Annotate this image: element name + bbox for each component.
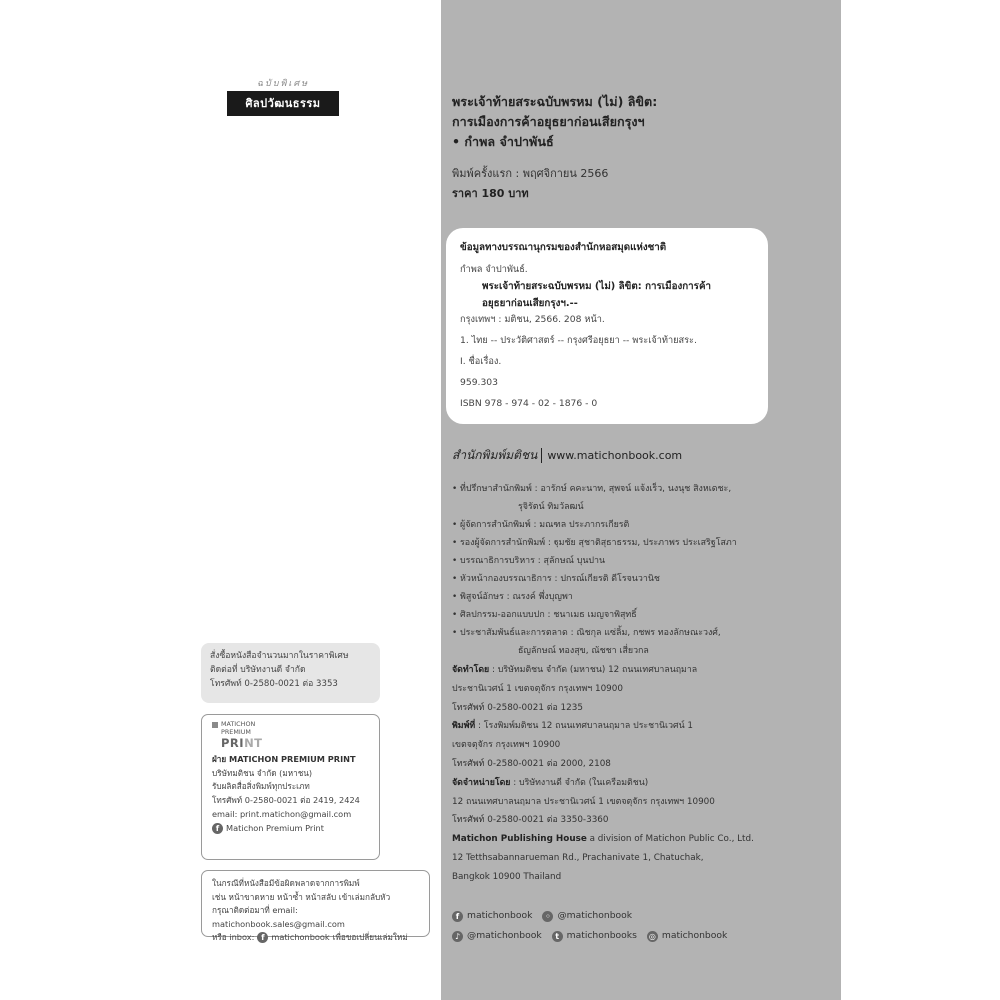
cip-title-2: อยุธยาก่อนเสียกรุงฯ.-- bbox=[482, 298, 578, 309]
list-item: • ผู้จัดการสำนักพิมพ์ : มณฑล ประภากรเกียรติ bbox=[452, 520, 630, 530]
facebook-handle[interactable]: matichonbook bbox=[467, 910, 533, 921]
logo-arc-text: ฉบับพิเศษ bbox=[256, 79, 310, 89]
producer-info bbox=[452, 661, 832, 887]
cip-heading: ข้อมูลทางบรรณานุกรมของสำนักหอสมุดแห่งชาติ bbox=[460, 242, 667, 253]
publishing-house-address: 12 Tetthsabannarueman Rd., Prachanivate 1, Chatuchak, bbox=[452, 852, 704, 863]
publisher-line bbox=[452, 446, 682, 465]
cip-title-entry: I. ชื่อเรื่อง. bbox=[460, 356, 502, 367]
square-icon bbox=[212, 722, 218, 728]
staff-list bbox=[452, 480, 832, 660]
list-item: • ศิลปกรรม-ออกแบบปก : ชนาเมธ เมญจาพิสุทธิ์ bbox=[452, 610, 637, 620]
distributed-by-phone: โทรศัพท์ 0-2580-0021 ต่อ 3350-3360 bbox=[452, 815, 609, 826]
book-title bbox=[452, 92, 822, 152]
edition-text: พิมพ์ครั้งแรก : พฤศจิกายน 2566 bbox=[452, 167, 609, 180]
errata-line-4: หรือ inbox: f matichonbook เพื่อขอเปลี่ยนเล่มใหม่ bbox=[212, 932, 408, 943]
made-by-address: ประชานิเวศน์ 1 เขตจตุจักร กรุงเทพฯ 10900 bbox=[452, 683, 623, 694]
distributed-by-address: 12 ถนนเทศบาลนฤมาล ประชานิเวศน์ 1 เขตจตุจักร กรุงเทพฯ 10900 bbox=[452, 796, 715, 807]
errata-line-3: กรุณาติดต่อมาที่ email: matichonbook.sales@gmail.com bbox=[212, 905, 345, 929]
title-line-2: การเมืองการค้าอยุธยาก่อนเสียกรุงฯ bbox=[452, 114, 645, 129]
bulk-line-1: สั่งซื้อหนังสือจำนวนมากในราคาพิเศษ bbox=[210, 651, 349, 661]
bulk-order-box bbox=[201, 643, 380, 703]
social-links bbox=[452, 906, 733, 946]
author-line: • กำพล จำปาพันธ์ bbox=[452, 134, 554, 149]
bulk-line-2: ติดต่อที่ บริษัทงานดี จำกัด bbox=[210, 665, 306, 675]
cip-subject: 1. ไทย -- ประวัติศาสตร์ -- กรุงศรีอยุธยา -- พระเจ้าท้ายสระ. bbox=[460, 335, 697, 346]
printed-at-address: เขตจตุจักร กรุงเทพฯ 10900 bbox=[452, 740, 561, 751]
list-item: • หัวหน้ากองบรรณาธิการ : ปกรณ์เกียรติ ดีโรจนวานิช bbox=[452, 574, 660, 584]
magazine-logo bbox=[227, 76, 339, 116]
premium-phone: โทรศัพท์ 0-2580-0021 ต่อ 2419, 2424 bbox=[212, 795, 360, 806]
errata-line-2: เช่น หน้าขาดหาย หน้าซ้ำ หน้าสลับ เข้าเล่มกลับหัว bbox=[212, 891, 391, 902]
line-icon: ◦ bbox=[542, 911, 553, 922]
premium-print-logo: MATICHON PREMIUM PRINT bbox=[212, 720, 369, 750]
printed-at-phone: โทรศัพท์ 0-2580-0021 ต่อ 2000, 2108 bbox=[452, 758, 611, 769]
list-item: • บรรณาธิการบริหาร : สุลักษณ์ บุนปาน bbox=[452, 556, 606, 566]
cip-isbn: ISBN 978 - 974 - 02 - 1876 - 0 bbox=[460, 398, 598, 409]
line-handle[interactable]: @matichonbook bbox=[557, 910, 633, 921]
facebook-icon: f bbox=[257, 932, 268, 943]
list-item-continuation: ธัญลักษณ์ ทองสุข, ณัชชา เสี่ยวกล bbox=[518, 646, 649, 656]
printed-at-line: พิมพ์ที่ : โรงพิมพ์มติชน 12 ถนนเทศบาลนฤมาล ประชานิเวศน์ 1 bbox=[452, 721, 693, 732]
tiktok-handle[interactable]: @matichonbook bbox=[467, 930, 542, 941]
cip-imprint: กรุงเทพฯ : มติชน, 2566. 208 หน้า. bbox=[460, 314, 605, 325]
distributed-by-line: จัดจำหน่ายโดย : บริษัทงานดี จำกัด (ในเครือมติชน) bbox=[452, 777, 649, 788]
made-by-line: จัดทำโดย : บริษัทมติชน จำกัด (มหาชน) 12 ถนนเทศบาลนฤมาล bbox=[452, 665, 698, 675]
publisher-url[interactable]: www.matichonbook.com bbox=[547, 449, 683, 462]
instagram-handle[interactable]: matichonbook bbox=[661, 930, 728, 941]
instagram-icon: ◎ bbox=[647, 931, 658, 942]
premium-dept: ฝ่าย MATICHON PREMIUM PRINT bbox=[212, 754, 356, 764]
premium-company: บริษัทมติชน จำกัด (มหาชน) bbox=[212, 767, 313, 778]
premium-facebook[interactable]: f Matichon Premium Print bbox=[212, 822, 369, 836]
premium-service: รับผลิตสื่อสิ่งพิมพ์ทุกประเภท bbox=[212, 781, 310, 792]
cip-author: กำพล จำปาพันธ์. bbox=[460, 264, 528, 275]
divider bbox=[541, 448, 542, 463]
cip-title-1: พระเจ้าท้ายสระฉบับพรหม (ไม่) ลิขิต: การเมืองการค้า bbox=[482, 281, 711, 292]
price-text: ราคา 180 บาท bbox=[452, 187, 529, 200]
errata-box bbox=[201, 870, 430, 943]
list-item: • พิสูจน์อักษร : ณรงค์ พึ่งบุญพา bbox=[452, 592, 573, 602]
tiktok-icon: ♪ bbox=[452, 931, 463, 942]
list-item: • รองผู้จัดการสำนักพิมพ์ : ฐุมชัย สุชาติสุธาธรรม, ประภาพร ประเสริฐโสภา bbox=[452, 538, 737, 548]
cip-card bbox=[446, 228, 768, 424]
publisher-logo: สำนักพิมพ์มติชน bbox=[452, 448, 538, 462]
bulk-line-3: โทรศัพท์ 0-2580-0021 ต่อ 3353 bbox=[210, 679, 338, 689]
list-item-continuation: รุจิรัตน์ ทิมวัลฒน์ bbox=[518, 502, 584, 512]
premium-email[interactable]: email: print.matichon@gmail.com bbox=[212, 808, 352, 819]
cip-classification: 959.303 bbox=[460, 377, 498, 388]
twitter-icon: t bbox=[552, 931, 563, 942]
made-by-phone: โทรศัพท์ 0-2580-0021 ต่อ 1235 bbox=[452, 702, 583, 713]
list-item: • ที่ปรึกษาสำนักพิมพ์ : อารักษ์ คคะนาท, สุพจน์ แจ้งเร็ว, นงนุช สิงหเดชะ, bbox=[452, 484, 732, 494]
title-line-1: พระเจ้าท้ายสระฉบับพรหม (ไม่) ลิขิต: bbox=[452, 94, 658, 109]
errata-line-1: ในกรณีที่หนังสือมีข้อผิดพลาดจากการพิมพ์ bbox=[212, 878, 360, 888]
premium-print-box bbox=[201, 714, 380, 860]
list-item: • ประชาสัมพันธ์และการตลาด : ณิชกุล แซ่ลิ้ม, กชพร ทองลักษณะวงศ์, bbox=[452, 628, 721, 638]
twitter-handle[interactable]: matichonbooks bbox=[566, 930, 637, 941]
publishing-house-city: Bangkok 10900 Thailand bbox=[452, 871, 562, 882]
facebook-icon: f bbox=[452, 911, 463, 922]
publishing-house-line: Matichon Publishing House a division of Matichon Public Co., Ltd. bbox=[452, 834, 754, 845]
facebook-icon: f bbox=[212, 823, 223, 834]
logo-name: ศิลปวัฒนธรรม bbox=[227, 91, 339, 116]
